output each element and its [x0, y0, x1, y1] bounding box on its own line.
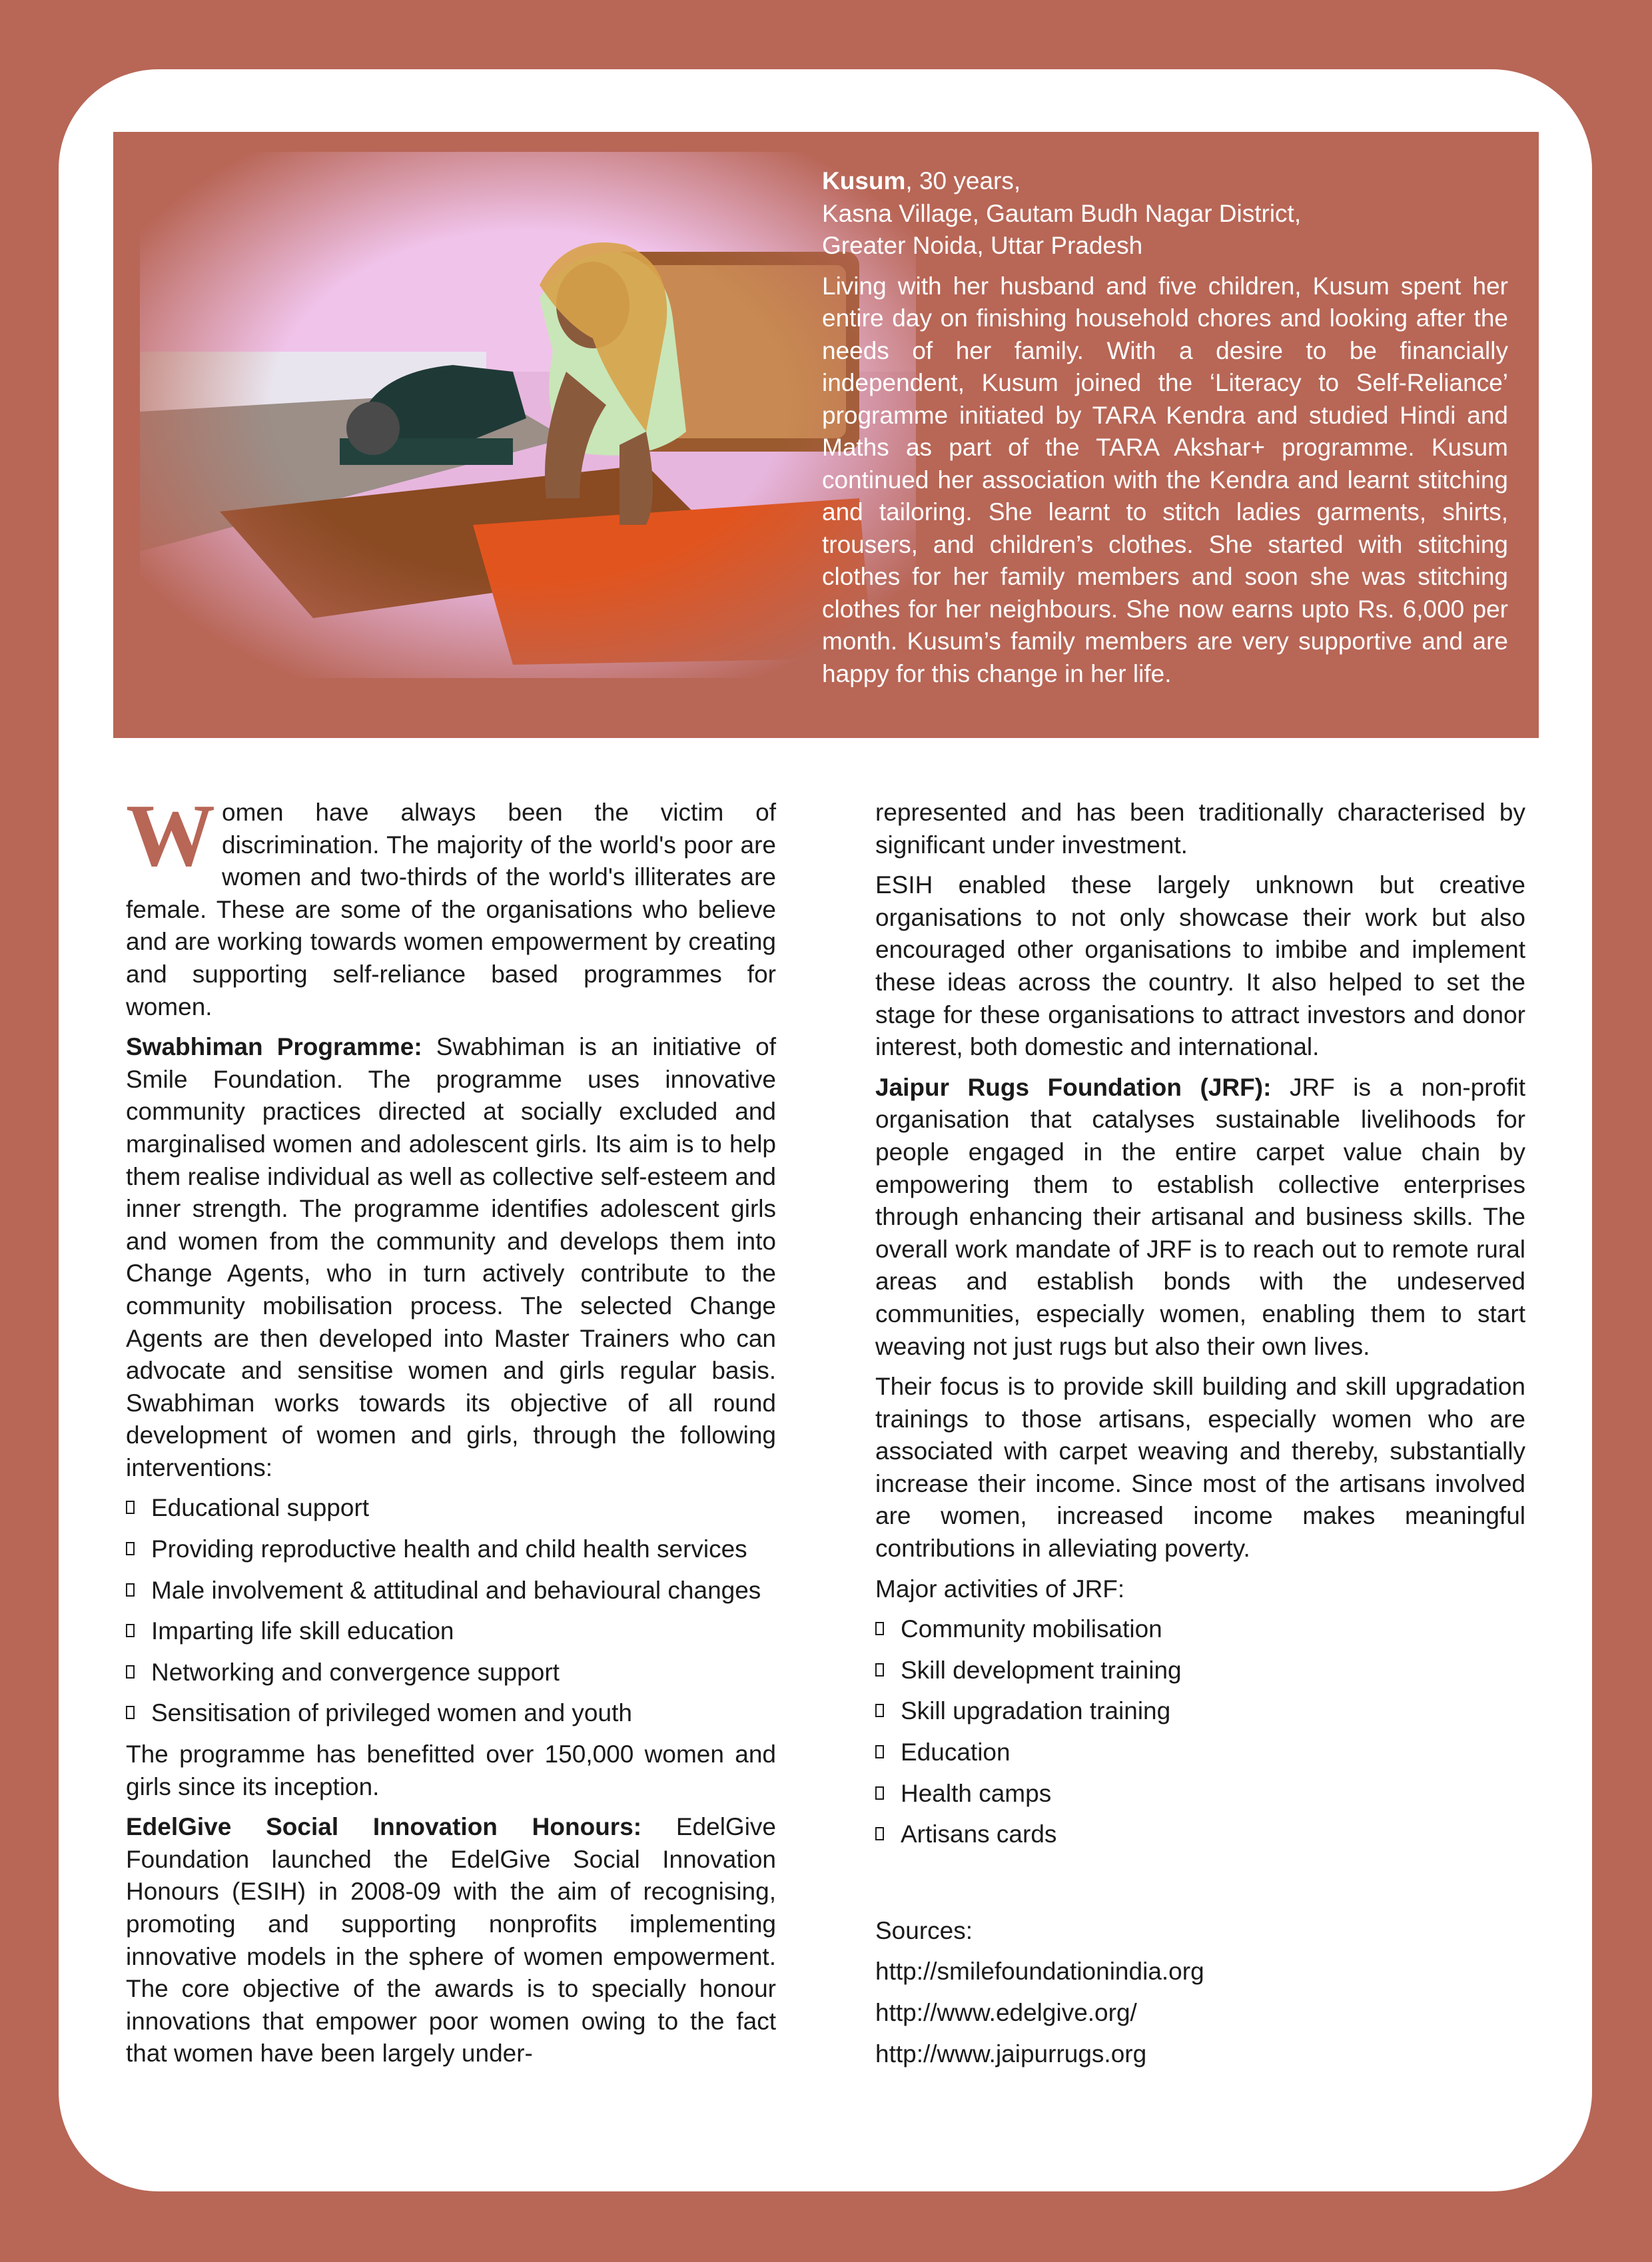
jrf-title: Jaipur Rugs Foundation (JRF): [875, 1073, 1272, 1101]
list-item [126, 1657, 776, 1689]
list-item [126, 1697, 776, 1730]
bullet-box-icon [126, 1706, 135, 1719]
story-panel [113, 132, 1539, 738]
bullet-box-icon [875, 1704, 884, 1717]
bullet-box-icon [875, 1745, 884, 1758]
list-item [875, 1613, 1525, 1646]
intro-text: omen have always been the victim of discrimination. The majority of the world's poor are women and two-thirds of the world's illiterates are female. These are some of the organisations who believe and are working towards women empowerment by creating and supporting self-reliance based programmes for women. [126, 799, 776, 1020]
bullet-box-icon [875, 1827, 884, 1840]
focus-paragraph: Their focus is to provide skill building and skill upgradation trainings to those artisans, especially women who are associated with carpet weaving and thereby, substantially increase their income. Since most of the artisans involved are women, increased income makes meaningful contributions in alleviating poverty. [875, 1373, 1525, 1563]
swabhiman-paragraph [126, 1031, 776, 1484]
edelgive-text: EdelGive Foundation launched the EdelGive Social Innovation Honours (ESIH) in 2008-09 with the aim of recognising, promoting and supporting nonprofits implementing innovative models in the sphere of women empowerment. The core objective of the awards is to specially honour innovations that empower poor women owing to the fact that women have been largely under- [126, 1813, 776, 2068]
story-location-1: Kasna Village, Gautam Budh Nagar District, [822, 199, 1302, 227]
bullet-box-icon [875, 1663, 884, 1677]
interventions-list [126, 1492, 776, 1730]
drop-cap: W [126, 786, 215, 885]
source-link-smile[interactable]: http://smilefoundationindia.org [875, 1958, 1204, 1986]
story-name: Kusum [822, 167, 906, 194]
list-item [126, 1615, 776, 1648]
sewing-illustration [140, 152, 916, 678]
list-item-text: Imparting life skill education [151, 1617, 454, 1645]
list-item-text: Skill development training [901, 1656, 1182, 1684]
esih-paragraph: ESIH enabled these largely unknown but creative organisations to not only showcase their work but also encouraged other organisations to imbibe and implement these ideas across the country. It also helped to set the stage for these organisations to attract investors and donor interest, both domestic and international. [875, 871, 1525, 1061]
swabhiman-text: Swabhiman is an initiative of Smile Foundation. The programme uses innovative community practices directed at socially excluded and marginalised women and adolescent girls. Its aim is to help them realise individual as well as collective self-esteem and inner strength. The programme identifies adolescent girls and women from the community and develops them into Change Agents, who in turn actively contribute to the community mobilisation process. The selected Change Agents are then developed into Master Trainers who can advocate and sensitise women and girls regular basis. Swabhiman works towards its objective of all round development of women and girls, through the following interventions: [126, 1033, 776, 1481]
list-item-text: Skill upgradation training [901, 1697, 1171, 1725]
story-name-line [822, 165, 1508, 198]
list-item [875, 1655, 1525, 1687]
list-item [126, 1492, 776, 1525]
jrf-paragraph [875, 1072, 1525, 1363]
jrf-text: JRF is a non-profit organisation that catalyses sustainable livelihoods for people engaged in the entire carpet value chain by empowering them to establish collective enterprises through enhancing their artisanal and business skills. The overall work mandate of JRF is to reach out to remote rural areas and establish bonds with the undeserved communities, especially women, enabling them to start weaving not just rugs but also their own lives. [875, 1073, 1525, 1360]
list-item-text: Providing reproductive health and child health services [151, 1535, 747, 1563]
right-column [875, 797, 1525, 2079]
activities-list [875, 1613, 1525, 1851]
sources-heading: Sources: [875, 1916, 973, 1944]
story-body: Living with her husband and five children, Kusum spent her entire day on finishing household chores and looking after the needs of her family. With a desire to be financially independent, Kusum joined the ‘Literacy to Self-Reliance’ programme initiated by TARA Kendra and studied Hindi and Maths as part of the TARA Akshar+ programme. Kusum continued her association with the Kendra and learnt stitching and tailoring. She learnt to stitch ladies garments, shirts, trousers, and children’s clothes. She started with stitching clothes for her family members and soon she was stitching clothes for her neighbours. She now earns upto Rs. 6,000 per month. Kusum’s family members are very supportive and are happy for this change in her life. [822, 272, 1508, 687]
intro-paragraph [126, 786, 776, 1023]
benefitted-paragraph: The programme has benefitted over 150,000 women and girls since its inception. [126, 1740, 776, 1800]
bullet-box-icon [875, 1622, 884, 1635]
left-column [126, 786, 776, 2078]
list-item-text: Artisans cards [901, 1820, 1057, 1848]
bullet-box-icon [126, 1583, 135, 1597]
activities-heading: Major activities of JRF: [875, 1575, 1125, 1603]
list-item-text: Health camps [901, 1779, 1052, 1807]
list-item-text: Education [901, 1738, 1011, 1766]
list-item [126, 1575, 776, 1607]
edelgive-paragraph [126, 1811, 776, 2070]
source-link-jaipurrugs[interactable]: http://www.jaipurrugs.org [875, 2040, 1147, 2068]
list-item [875, 1818, 1525, 1851]
list-item [875, 1695, 1525, 1728]
list-item [875, 1736, 1525, 1769]
bullet-box-icon [126, 1542, 135, 1555]
bullet-box-icon [126, 1665, 135, 1679]
bullet-box-icon [875, 1786, 884, 1800]
bullet-box-icon [126, 1501, 135, 1514]
list-item-text: Community mobilisation [901, 1615, 1162, 1643]
swabhiman-title: Swabhiman Programme: [126, 1033, 422, 1061]
bullet-box-icon [126, 1624, 135, 1637]
source-link-edelgive[interactable]: http://www.edelgive.org/ [875, 1999, 1137, 2026]
list-item [875, 1778, 1525, 1810]
list-item-text: Male involvement & attitudinal and behavioural changes [151, 1576, 761, 1604]
list-item-text: Educational support [151, 1494, 370, 1522]
edelgive-title: EdelGive Social Innovation Honours: [126, 1813, 642, 1841]
sources-block [875, 1915, 1525, 2070]
story-age: , 30 years, [905, 167, 1021, 194]
story-header [822, 165, 1508, 262]
kusum-story [822, 165, 1508, 690]
list-item [126, 1533, 776, 1566]
woman-sewing-photo [140, 152, 916, 678]
story-location-2: Greater Noida, Uttar Pradesh [822, 232, 1143, 259]
continued-paragraph: represented and has been traditionally characterised by significant under investment. [875, 799, 1525, 859]
list-item-text: Networking and convergence support [151, 1658, 560, 1686]
list-item-text: Sensitisation of privileged women and youth [151, 1699, 632, 1727]
